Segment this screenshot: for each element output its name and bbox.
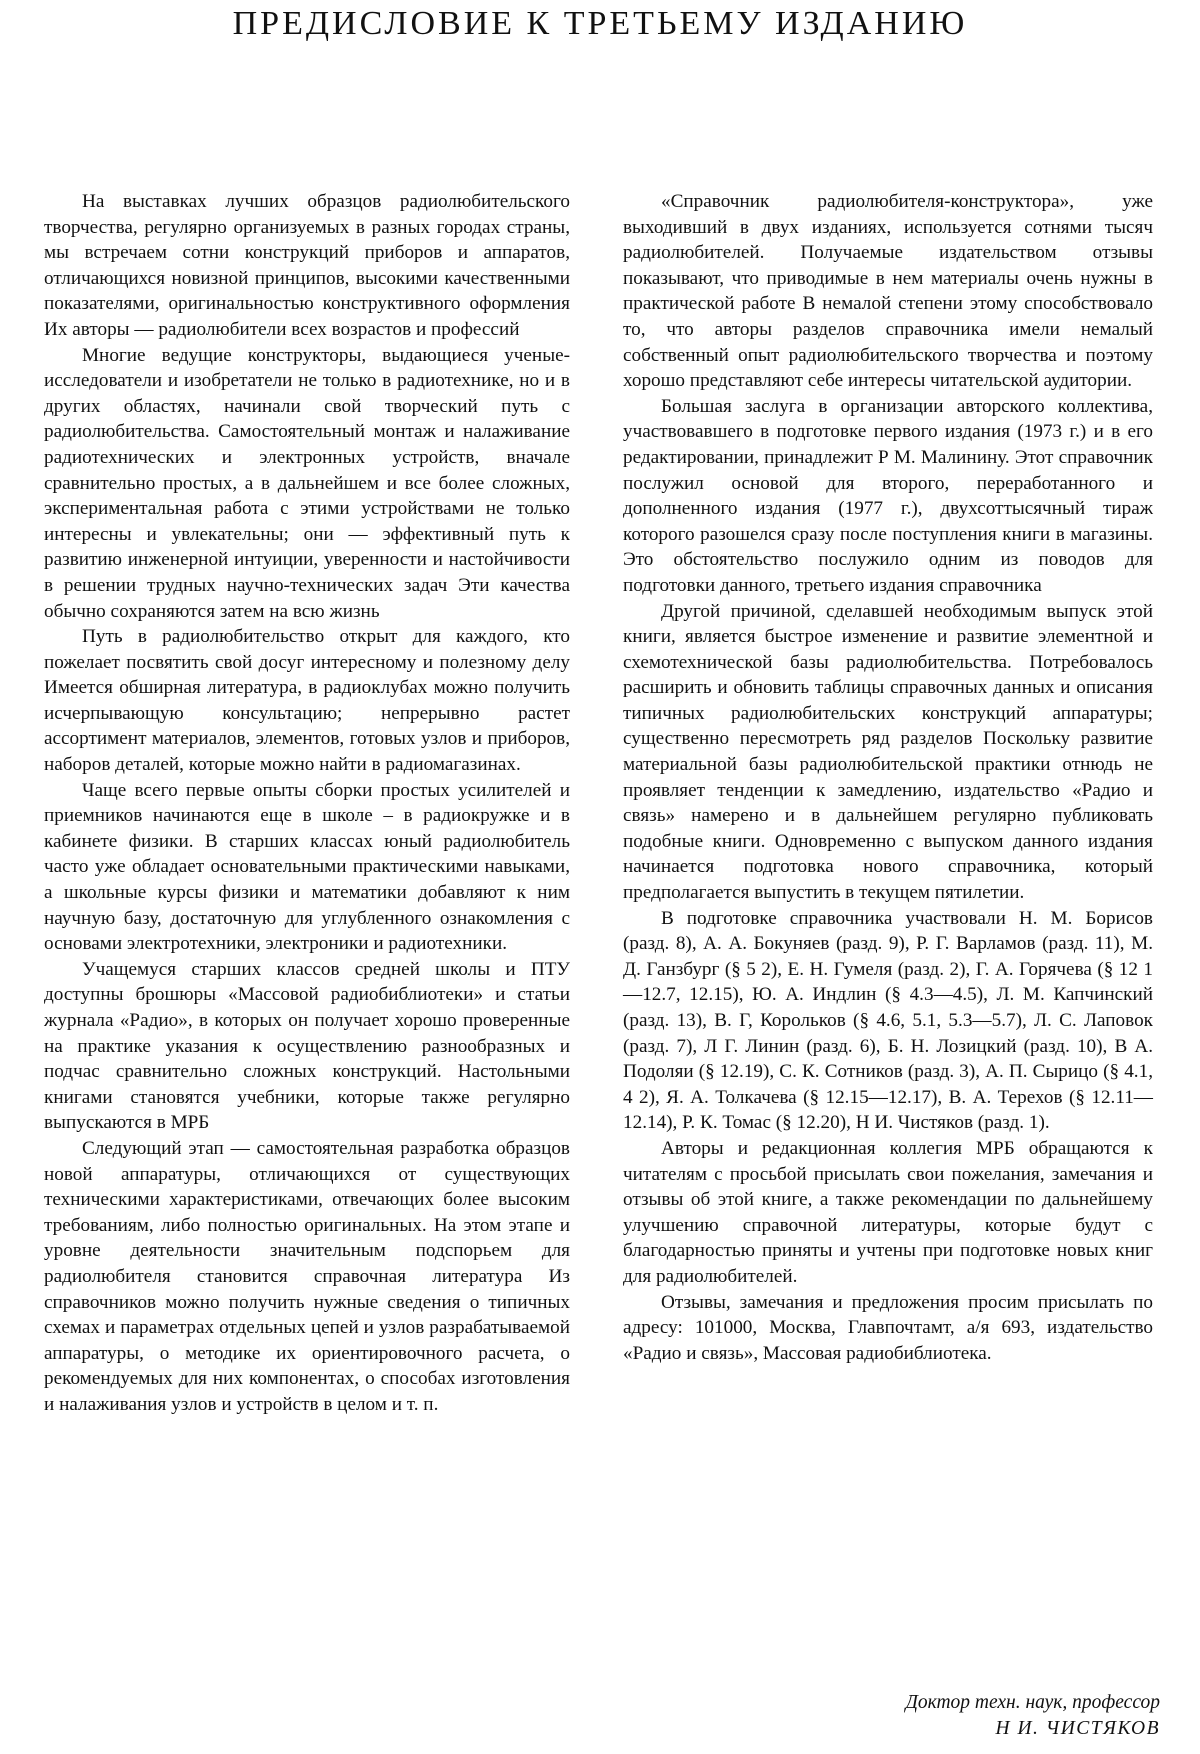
right-column	[623, 189, 1153, 1366]
paragraph: Большая заслуга в организации авторского коллектива, участвовавшего в подготовке первого издания (1973 г.) и в его редактировании, принадлежит Р М. Малинину. Этот справочник послужил основой для второго, переработанного и дополненного издания (1977 г.), двухсоттысячный тираж которого разошелся сразу после поступления книги в магазины. Это обстоятельство послужило одним из поводов для подготовки данного, третьего издания справочника	[623, 395, 1153, 596]
paragraph: Другой причиной, сделавшей необходимым выпуск этой книги, является быстрое изменение и развитие элементной и схемотехнической базы радиолюбительства. Потребовалось расширить и обновить таблицы справочных данных и описания типичных радиолюбительских конструкций аппаратуры; существенно пересмотреть ряд разделов Поскольку развитие материальной базы радиолюбительской практики отнюдь не проявляет тенденции к замедлению, издательство «Радио и связь» намерено и в дальнейшем регулярно публиковать подобные книги. Одновременно с выпуском данного издания начинается подготовка нового справочника, который предполагается выпустить в текущем пятилетии.	[623, 600, 1153, 904]
paragraph: Отзывы, замечания и предложения просим присылать по адресу: 101000, Москва, Главпочтамт, а/я 693, издательство «Радио и связь», Массовая радиобиблиотека.	[623, 1291, 1153, 1364]
paragraph: На выставках лучших образцов радиолюбительского творчества, регулярно организуемых в разных городах страны, мы встречаем сотни конструкций приборов и аппаратов, отличающихся новизной принципов, высокими качественными показателями, оригинальностью конструктивного оформления Их авторы — радиолюбители всех возрастов и профессий	[44, 191, 570, 340]
left-column	[44, 189, 570, 1418]
paragraph: Путь в радиолюбительство открыт для каждого, кто пожелает посвятить свой досуг интересному и полезному делу Имеется обширная литература, в радиоклубах можно получить исчерпывающую консультацию; непрерывно растет ассортимент материалов, элементов, готовых узлов и приборов, наборов деталей, которые можно найти в радиомагазинах.	[44, 626, 570, 776]
paragraph: Многие ведущие конструкторы, выдающиеся ученые-исследователи и изобретатели не только в радиотехнике, но и в других областях, начинали свой творческий путь с радиолюбительства. Самостоятельный монтаж и налаживание радиотехнических и электронных устройств, вначале сравнительно простых, а в дальнейшем и все более сложных, экспериментальная работа с этими устройствами не только интересны и увлекательны; они — эффективный путь к развитию инженерной интуиции, уверенности и настойчивости в решении трудных научно-технических задач Эти качества обычно сохраняются затем на всю жизнь	[44, 344, 570, 622]
signature-position: Доктор техн. наук, профессор	[905, 1692, 1160, 1713]
page-title: ПРЕДИСЛОВИЕ К ТРЕТЬЕМУ ИЗДАНИЮ	[232, 5, 968, 42]
paragraph: Учащемуся старших классов средней школы и ПТУ доступны брошюры «Массовой радиобиблиотеки» и статьи журнала «Радио», в которых он получает хорошо проверенные на практике указания к осуществлению разнообразных и подчас сравнительно сложных конструкций. Настольными книгами становятся учебники, которые также регулярно выпускаются в МРБ	[44, 958, 570, 1134]
signature-block	[905, 1690, 1160, 1742]
paragraph: Следующий этап — самостоятельная разработка образцов новой аппаратуры, отличающихся от существующих техническими характеристиками, отвечающих более высоким требованиям, либо полностью оригинальных. На этом этапе и уровне деятельности значительным подспорьем для радиолюбителя становится справочная литература Из справочников можно получить нужные сведения о типичных схемах и параметрах отдельных цепей и узлов разрабатываемой аппаратуры, о методике их ориентировочного расчета, о рекомендуемых для них компонентах, о способах изготовления и налаживания узлов и устройств в целом и т. п.	[44, 1137, 570, 1415]
paragraph: В подготовке справочника участвовали Н. М. Борисов (разд. 8), А. А. Бокуняев (разд. 9), Р. Г. Варламов (разд. 11), М. Д. Ганзбург (§ 5 2), Е. Н. Гумеля (разд. 2), Г. А. Горячева (§ 12 1—12.7, 12.15), Ю. А. Индлин (§ 4.3—4.5), Л. М. Капчинский (разд. 13), В. Г, Корольков (§ 4.6, 5.1, 5.3—5.7), Л. С. Лаповок (разд. 7), Л Г. Линин (разд. 6), Б. Н. Лозицкий (разд. 10), В А. Подоляи (§ 12.19), С. К. Сотников (разд. 3), А. П. Сырицо (§ 4.1, 4 2), Я. А. Толкачева (§ 12.15—12.17), В. А. Терехов (§ 12.11—12.14), Р. К. Томас (§ 12.20), Н И. Чистяков (разд. 1).	[623, 907, 1153, 1134]
paragraph: «Справочник радиолюбителя-конструктора», уже выходивший в двух изданиях, используется сотнями тысяч радиолюбителей. Получаемые издательством отзывы показывают, что приводимые в нем материалы очень нужны в практической работе В немалой степени этому способствовало то, что авторы разделов справочника имели немалый собственный опыт радиолюбительского творчества и поэтому хорошо представляют себе интересы читательской аудитории.	[623, 191, 1153, 392]
signature-name: Н И. ЧИСТЯКОВ	[995, 1718, 1160, 1739]
paragraph: Чаще всего первые опыты сборки простых усилителей и приемников начинаются еще в школе – в радиокружке и в кабинете физики. В старших классах юный радиолюбитель часто уже обладает основательными практическими навыками, а школьные курсы физики и математики добавляют к ним научную базу, достаточную для углубленного ознакомления с основами электротехники, электроники и радиотехники.	[44, 779, 570, 955]
paragraph: Авторы и редакционная коллегия МРБ обращаются к читателям с просьбой присылать свои пожелания, замечания и отзывы об этой книге, а также рекомендации по дальнейшему улучшению справочной литературы, которые будут с благодарностью приняты и учтены при подготовке новых книг для радиолюбителей.	[623, 1137, 1153, 1287]
